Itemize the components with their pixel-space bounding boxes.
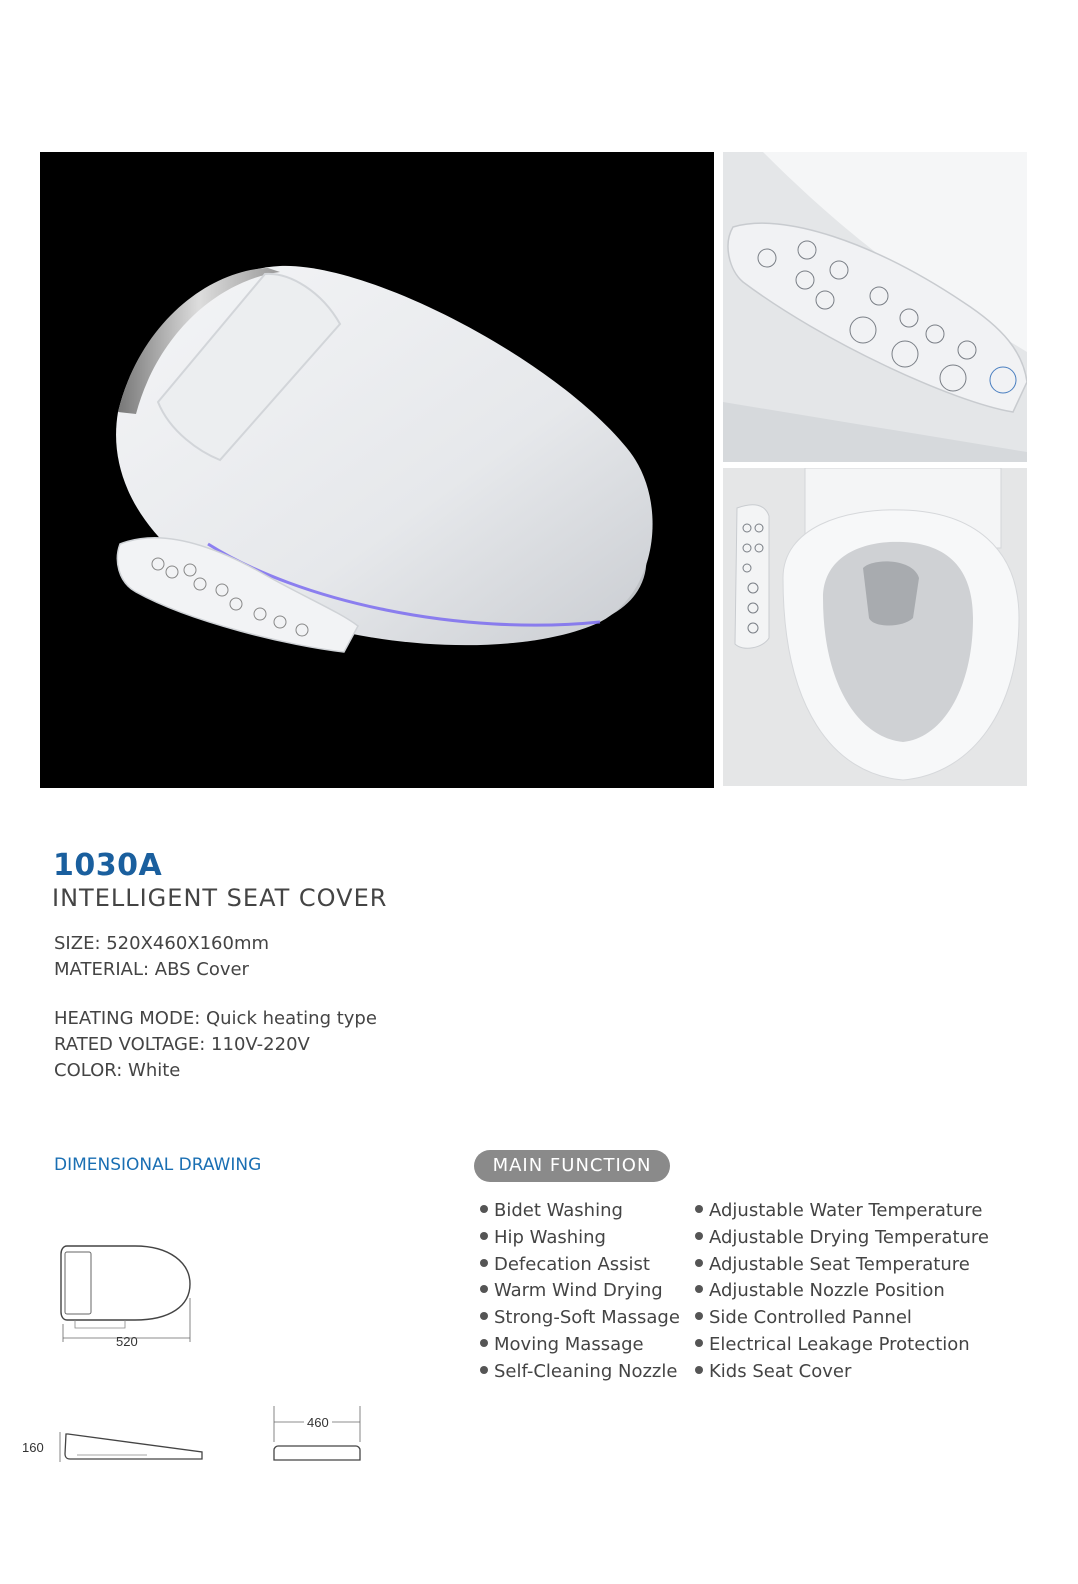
list-item xyxy=(480,1252,680,1279)
bullet-icon xyxy=(695,1232,703,1240)
bullet-icon xyxy=(480,1232,488,1240)
control-panel-photo xyxy=(723,152,1027,462)
bullet-icon xyxy=(695,1339,703,1347)
spec-size: SIZE: 520X460X160mm xyxy=(54,933,270,954)
list-item xyxy=(480,1198,680,1225)
bullet-icon xyxy=(695,1312,703,1320)
function-label: Kids Seat Cover xyxy=(709,1360,852,1382)
bullet-icon xyxy=(695,1366,703,1374)
function-label: Strong-Soft Massage xyxy=(494,1307,680,1329)
list-item xyxy=(480,1225,680,1252)
spec-heating-mode: HEATING MODE: Quick heating type xyxy=(54,1008,377,1029)
function-label: Defecation Assist xyxy=(494,1253,650,1275)
side-view-drawing xyxy=(22,1428,207,1468)
function-label: Side Controlled Pannel xyxy=(709,1307,912,1329)
control-panel-illustration xyxy=(723,152,1027,462)
function-label: Moving Massage xyxy=(494,1333,644,1355)
list-item xyxy=(695,1359,989,1386)
spec-color: COLOR: White xyxy=(54,1060,181,1081)
length-dimension-label: 520 xyxy=(116,1334,138,1349)
bullet-icon xyxy=(480,1366,488,1374)
list-item xyxy=(480,1278,680,1305)
spec-rated-voltage: RATED VOLTAGE: 110V-220V xyxy=(54,1034,310,1055)
bullet-icon xyxy=(480,1285,488,1293)
bullet-icon xyxy=(480,1205,488,1213)
list-item xyxy=(695,1252,989,1279)
open-seat-photo xyxy=(723,468,1027,786)
function-label: Hip Washing xyxy=(494,1226,606,1248)
seat-cover-illustration xyxy=(40,152,714,788)
bullet-icon xyxy=(480,1259,488,1267)
list-item xyxy=(695,1332,989,1359)
main-product-photo xyxy=(40,152,714,788)
open-seat-illustration xyxy=(723,468,1027,786)
bullet-icon xyxy=(695,1285,703,1293)
model-number: 1030A xyxy=(53,848,163,883)
list-item xyxy=(695,1225,989,1252)
function-label: Adjustable Drying Temperature xyxy=(709,1226,990,1248)
list-item xyxy=(695,1198,989,1225)
function-label: Bidet Washing xyxy=(494,1200,623,1221)
product-name: INTELLIGENT SEAT COVER xyxy=(52,884,388,912)
function-label: Warm Wind Drying xyxy=(494,1280,663,1302)
function-list-left xyxy=(480,1198,680,1386)
function-label: Adjustable Seat Temperature xyxy=(709,1253,970,1275)
list-item xyxy=(480,1359,680,1386)
bullet-icon xyxy=(695,1205,703,1213)
function-label: Self-Cleaning Nozzle xyxy=(494,1360,678,1382)
bullet-icon xyxy=(695,1259,703,1267)
list-item xyxy=(695,1305,989,1332)
spec-material: MATERIAL: ABS Cover xyxy=(54,959,249,980)
dimensional-drawing-title: DIMENSIONAL DRAWING xyxy=(54,1155,262,1175)
front-view-drawing xyxy=(268,1404,364,1466)
bullet-icon xyxy=(480,1339,488,1347)
width-dimension-label: 460 xyxy=(307,1415,329,1430)
height-dimension-label: 160 xyxy=(22,1440,44,1455)
list-item xyxy=(695,1278,989,1305)
function-list-right xyxy=(695,1198,989,1386)
bullet-icon xyxy=(480,1312,488,1320)
function-label: Electrical Leakage Protection xyxy=(709,1333,970,1355)
list-item xyxy=(480,1332,680,1359)
main-function-badge: MAIN FUNCTION xyxy=(474,1150,670,1182)
list-item xyxy=(480,1305,680,1332)
function-label: Adjustable Nozzle Position xyxy=(709,1280,945,1302)
top-view-drawing xyxy=(55,1238,200,1353)
function-label: Adjustable Water Temperature xyxy=(709,1200,983,1221)
